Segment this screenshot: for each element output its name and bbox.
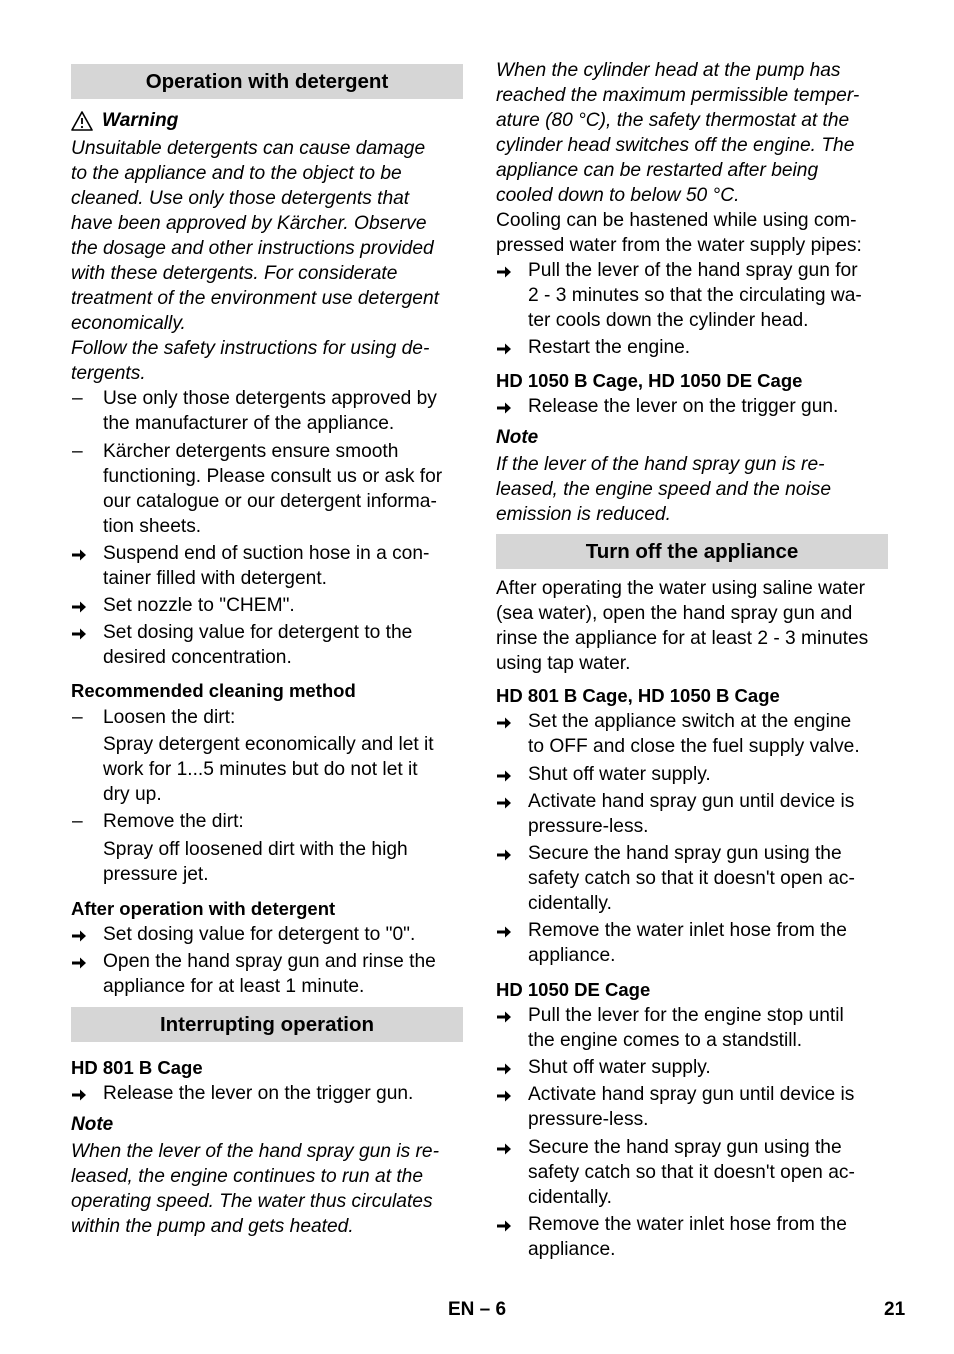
text-line: reached the maximum permissible temper-	[496, 85, 860, 106]
text-line: After operating the water using saline water	[496, 578, 866, 599]
note-line: within the pump and gets heated.	[71, 1216, 354, 1237]
text-line: Spray detergent economically and let it	[103, 734, 434, 755]
list-item-line: Kärcher detergents ensure smooth	[103, 441, 399, 462]
list-item-line: Use only those detergents approved by	[103, 388, 437, 409]
section-header-operation-with-detergent: Operation with detergent	[71, 64, 463, 99]
subheading-hd1050de: HD 1050 DE Cage	[496, 979, 651, 1000]
list-item-line: safety catch so that it doesn't open ac-	[528, 868, 855, 889]
warning-line: Follow the safety instructions for using de-	[71, 338, 430, 359]
note-text	[496, 452, 888, 527]
warning-line: have been approved by Kärcher. Observe	[71, 213, 427, 234]
arrow-right-icon	[496, 258, 520, 283]
list-item-line: tainer filled with detergent.	[103, 568, 327, 589]
cooling-text	[496, 208, 888, 258]
arrow-list-item	[496, 841, 888, 916]
note-line: If the lever of the hand spray gun is re-	[496, 454, 825, 475]
list-item-line: Loosen the dirt:	[103, 707, 236, 728]
arrow-list-item	[496, 709, 888, 759]
arrow-list-item	[71, 1081, 463, 1106]
arrow-list-item	[71, 620, 463, 670]
subheading-hd801: HD 801 B Cage	[71, 1057, 203, 1078]
arrow-list-item	[496, 258, 888, 333]
thermostat-text	[496, 58, 888, 208]
note-line: leased, the engine continues to run at the	[71, 1166, 424, 1187]
list-item-line: Pull the lever for the engine stop until	[528, 1005, 844, 1026]
arrow-right-icon	[71, 922, 95, 947]
dash-list-item	[71, 386, 463, 436]
section-header-turn-off: Turn off the appliance	[496, 534, 888, 569]
warning-line: economically.	[71, 313, 186, 334]
list-item-line: functioning. Please consult us or ask for	[103, 466, 443, 487]
arrow-list-item	[496, 789, 888, 839]
left-column	[71, 0, 463, 1239]
warning-line: with these detergents. For considerate	[71, 263, 398, 284]
arrow-right-icon	[496, 1082, 520, 1107]
arrow-right-icon	[496, 1212, 520, 1237]
text-line: rinse the appliance for at least 2 - 3 minutes	[496, 628, 869, 649]
list-item-line: Remove the dirt:	[103, 811, 244, 832]
arrow-list-item	[71, 593, 463, 618]
dash-bullet: –	[72, 811, 83, 832]
text-line: cooled down to below 50 °C.	[496, 185, 740, 206]
arrow-right-icon	[71, 541, 95, 566]
text-line: cylinder head switches off the engine. The	[496, 135, 855, 156]
warning-heading	[71, 108, 463, 133]
warning-line: cleaned. Use only those detergents that	[71, 188, 410, 209]
arrow-list-item	[496, 1082, 888, 1132]
section-header-interrupting-operation: Interrupting operation	[71, 1007, 463, 1042]
text-line: using tap water.	[496, 653, 631, 674]
list-item-line: 2 - 3 minutes so that the circulating wa-	[528, 285, 862, 306]
arrow-right-icon	[496, 789, 520, 814]
text-line: pressed water from the water supply pipes:	[496, 235, 862, 256]
dash-bullet: –	[72, 707, 83, 728]
subheading-recommended-cleaning: Recommended cleaning method	[71, 680, 356, 701]
arrow-right-icon	[496, 841, 520, 866]
list-item-line: Pull the lever of the hand spray gun for	[528, 260, 858, 281]
list-item-line: Shut off water supply.	[528, 1057, 711, 1078]
subheading-hd1050-cage: HD 1050 B Cage, HD 1050 DE Cage	[496, 370, 803, 391]
dash-bullet: –	[72, 388, 83, 409]
list-item-line: Activate hand spray gun until device is	[528, 1084, 855, 1105]
note-label: Note	[71, 1114, 114, 1135]
loosen-description	[71, 732, 463, 807]
note-line: When the lever of the hand spray gun is re-	[71, 1141, 439, 1162]
remove-description	[71, 837, 463, 887]
dash-list-item	[71, 439, 463, 539]
arrow-list-item	[71, 949, 463, 999]
arrow-right-icon	[496, 709, 520, 734]
text-line: pressure jet.	[103, 864, 209, 885]
list-item-line: pressure-less.	[528, 1109, 649, 1130]
arrow-right-icon	[496, 1135, 520, 1160]
arrow-right-icon	[496, 918, 520, 943]
subheading-hd801-hd1050: HD 801 B Cage, HD 1050 B Cage	[496, 685, 780, 706]
arrow-list-item	[496, 1212, 888, 1262]
text-line: ature (80 °C), the safety thermostat at the	[496, 110, 850, 131]
text-line: Cooling can be hastened while using com-	[496, 210, 857, 231]
list-item-line: ter cools down the cylinder head.	[528, 310, 809, 331]
arrow-right-icon	[71, 620, 95, 645]
dash-bullet: –	[72, 441, 83, 462]
text-line: appliance can be restarted after being	[496, 160, 819, 181]
note-line: emission is reduced.	[496, 504, 671, 525]
arrow-list-item	[496, 1135, 888, 1210]
list-item-line: the engine comes to a standstill.	[528, 1030, 803, 1051]
list-item-line: Shut off water supply.	[528, 764, 711, 785]
arrow-right-icon	[496, 762, 520, 787]
list-item-line: Open the hand spray gun and rinse the	[103, 951, 436, 972]
text-line: dry up.	[103, 784, 162, 805]
list-item-line: Secure the hand spray gun using the	[528, 843, 842, 864]
footer-section-label: EN – 6	[448, 1299, 507, 1320]
arrow-right-icon	[496, 1055, 520, 1080]
list-item-line: Remove the water inlet hose from the	[528, 920, 847, 941]
list-item-line: the manufacturer of the appliance.	[103, 413, 395, 434]
arrow-right-icon	[496, 335, 520, 360]
warning-line: the dosage and other instructions provided	[71, 238, 434, 259]
warning-line: to the appliance and to the object to be	[71, 163, 402, 184]
list-item-line: cidentally.	[528, 893, 612, 914]
right-column	[496, 0, 888, 1262]
list-item-line: Secure the hand spray gun using the	[528, 1137, 842, 1158]
list-item-line: appliance.	[528, 1239, 616, 1260]
list-item-line: tion sheets.	[103, 516, 202, 537]
note-text	[71, 1139, 463, 1239]
arrow-list-item	[496, 394, 888, 419]
list-item-line: our catalogue or our detergent informa-	[103, 491, 437, 512]
list-item-line: appliance for at least 1 minute.	[103, 976, 365, 997]
dash-list-item	[71, 705, 463, 730]
arrow-list-item	[496, 918, 888, 968]
text-line: (sea water), open the hand spray gun and	[496, 603, 853, 624]
arrow-right-icon	[71, 949, 95, 974]
list-item-line: Set nozzle to "CHEM".	[103, 595, 295, 616]
arrow-right-icon	[496, 394, 520, 419]
arrow-right-icon	[71, 593, 95, 618]
list-item-line: cidentally.	[528, 1187, 612, 1208]
arrow-list-item	[71, 541, 463, 591]
text-line: work for 1...5 minutes but do not let it	[103, 759, 418, 780]
list-item-line: Activate hand spray gun until device is	[528, 791, 855, 812]
warning-text	[71, 136, 463, 386]
list-item-line: to OFF and close the fuel supply valve.	[528, 736, 860, 757]
note-line: operating speed. The water thus circulates	[71, 1191, 433, 1212]
list-item-line: appliance.	[528, 945, 616, 966]
list-item-line: pressure-less.	[528, 816, 649, 837]
warning-label: Warning	[102, 110, 179, 131]
list-item-line: Release the lever on the trigger gun.	[103, 1083, 414, 1104]
list-item-line: Release the lever on the trigger gun.	[528, 396, 839, 417]
warning-triangle-icon	[71, 111, 93, 131]
arrow-list-item	[496, 762, 888, 787]
list-item-line: Restart the engine.	[528, 337, 691, 358]
warning-line: Unsuitable detergents can cause damage	[71, 138, 426, 159]
text-line: When the cylinder head at the pump has	[496, 60, 841, 81]
arrow-right-icon	[71, 1081, 95, 1106]
text-line: Spray off loosened dirt with the high	[103, 839, 408, 860]
footer-page-number: 21	[884, 1299, 906, 1320]
list-item-line: Suspend end of suction hose in a con-	[103, 543, 430, 564]
list-item-line: Remove the water inlet hose from the	[528, 1214, 847, 1235]
dash-list-item	[71, 809, 463, 834]
arrow-right-icon	[496, 1003, 520, 1028]
arrow-list-item	[496, 1003, 888, 1053]
list-item-line: Set dosing value for detergent to the	[103, 622, 413, 643]
warning-line: tergents.	[71, 363, 146, 384]
subheading-after-operation: After operation with detergent	[71, 898, 336, 919]
list-item-line: desired concentration.	[103, 647, 292, 668]
list-item-line: safety catch so that it doesn't open ac-	[528, 1162, 855, 1183]
arrow-list-item	[496, 335, 888, 360]
arrow-list-item	[71, 922, 463, 947]
arrow-list-item	[496, 1055, 888, 1080]
note-label: Note	[496, 427, 539, 448]
warning-line: treatment of the environment use detergent	[71, 288, 439, 309]
turn-off-text	[496, 576, 888, 676]
note-line: leased, the engine speed and the noise	[496, 479, 831, 500]
list-item-line: Set dosing value for detergent to "0".	[103, 924, 416, 945]
list-item-line: Set the appliance switch at the engine	[528, 711, 852, 732]
